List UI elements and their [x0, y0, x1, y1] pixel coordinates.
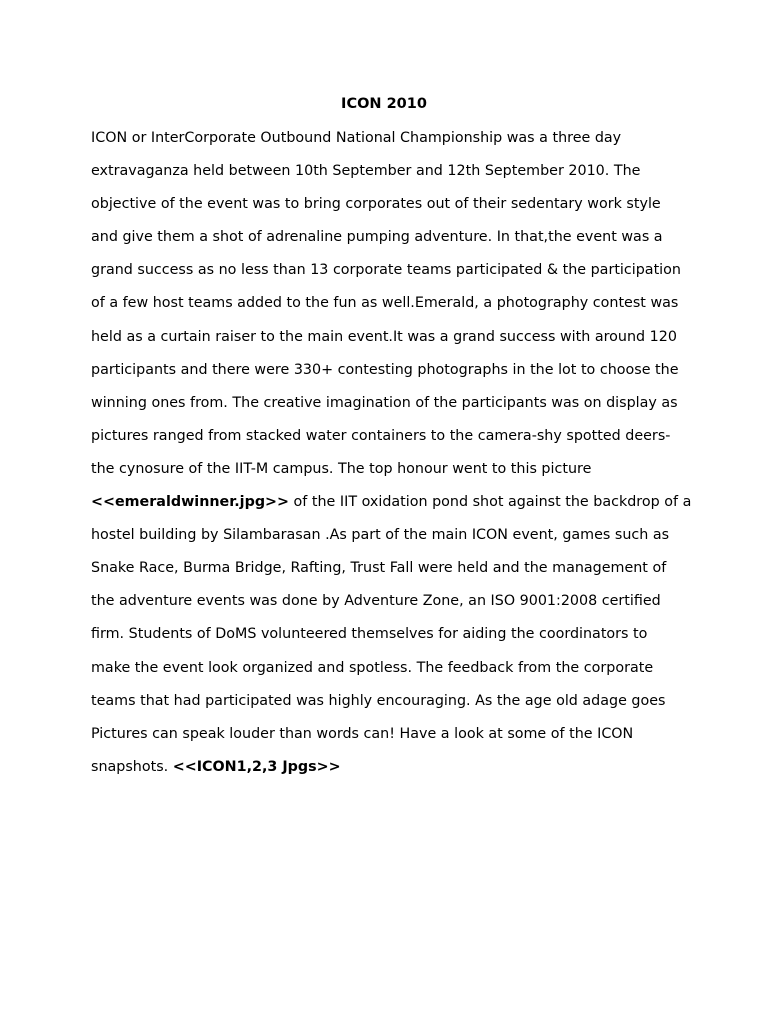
body-line-text: of the IIT oxidation pond shot against the backdrop of a [289, 494, 692, 511]
body-line: make the event look organized and spotless. The feedback from the corporate [91, 659, 654, 676]
body-line [91, 751, 681, 784]
body-line: held as a curtain raiser to the main event.It was a grand success with around 120 [91, 328, 677, 345]
body-line: hostel building by Silambarasan .As part of the main ICON event, games such as [91, 527, 670, 544]
body-line: ICON or InterCorporate Outbound National Championship was a three day [91, 130, 622, 146]
body-line: the cynosure of the IIT-M campus. The top honour went to this picture [91, 460, 592, 477]
image-placeholder-icon-snapshots: <<ICON1,2,3 Jpgs>> [172, 758, 341, 775]
body-line: and give them a shot of adrenaline pumping adventure. In that,the event was a [91, 229, 663, 246]
body-line: objective of the event was to bring corporates out of their sedentary work style [91, 196, 661, 213]
body-line: winning ones from. The creative imagination of the participants was on display as [91, 394, 678, 411]
body-line: of a few host teams added to the fun as well.Emerald, a photography contest was [91, 295, 679, 312]
body-line: teams that had participated was highly encouraging. As the age old adage goes [91, 692, 666, 709]
body-line: Snake Race, Burma Bridge, Rafting, Trust Fall were held and the management of [91, 560, 667, 577]
body-line: firm. Students of DoMS volunteered themselves for aiding the coordinators to [91, 626, 648, 643]
body-line: extravaganza held between 10th September and 12th September 2010. The [91, 163, 641, 180]
image-placeholder-emeraldwinner: <<emeraldwinner.jpg>> [91, 494, 290, 511]
body-line: pictures ranged from stacked water containers to the camera-shy spotted deers- [91, 427, 671, 444]
body-line [91, 486, 692, 519]
body-line: the adventure events was done by Adventure Zone, an ISO 9001:2008 certified [91, 593, 661, 610]
body-line: Pictures can speak louder than words can! Have a look at some of the ICON [91, 725, 634, 742]
document-title: ICON 2010 [341, 96, 427, 112]
body-line-text: snapshots. [91, 758, 173, 775]
body-line: grand success as no less than 13 corporate teams participated & the participation [91, 262, 681, 279]
document-body [91, 122, 692, 784]
body-line: participants and there were 330+ contesting photographs in the lot to choose the [91, 361, 679, 378]
